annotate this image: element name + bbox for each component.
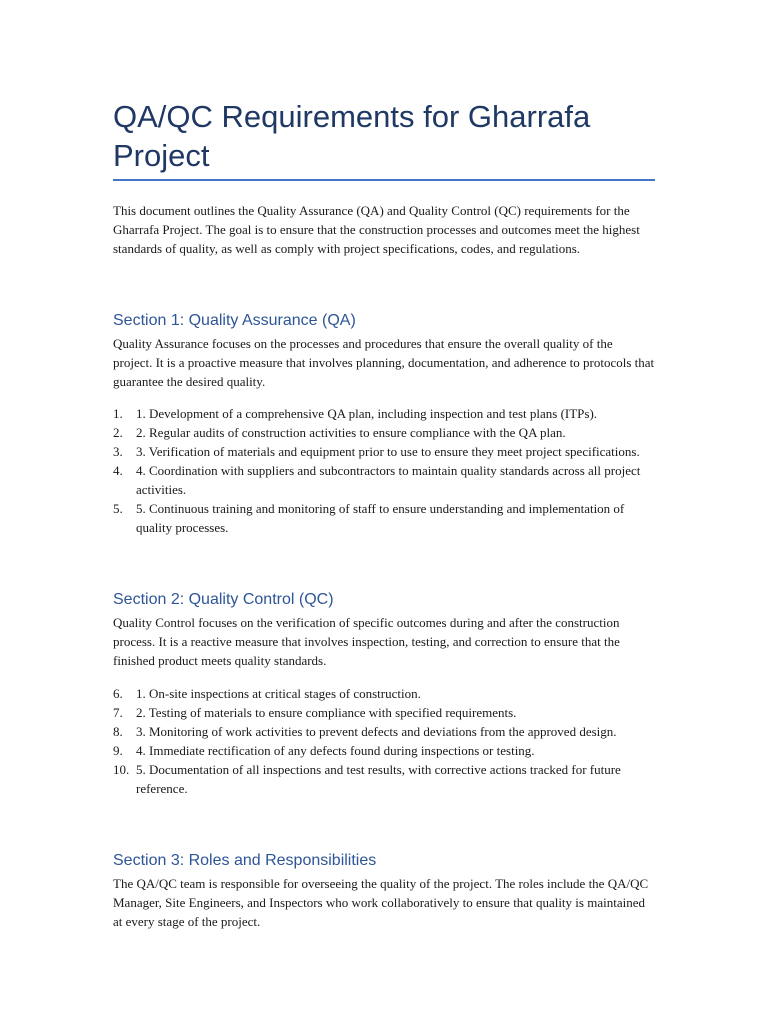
intro-paragraph: This document outlines the Quality Assurance (QA) and Quality Control (QC) requirements for the Gharrafa Project. The goal is to ensure that the construction processes and outcomes meet the highest standards of quality, as well as comply with project specifications, codes, and regulations. [113, 203, 640, 256]
section-1-heading: Section 1: Quality Assurance (QA) [113, 312, 356, 329]
section-2-list [113, 684, 655, 798]
section-3-heading: Section 3: Roles and Responsibilities [113, 852, 377, 869]
section-1-body: Quality Assurance focuses on the processes and procedures that ensure the overall quality of the project. It is a proactive measure that involves planning, documentation, and adherence to protocols that guarantee the desired quality. [113, 336, 655, 389]
list-item-number: 3. [113, 444, 123, 459]
list-item-number: 8. [113, 724, 123, 739]
list-item-number: 2. [113, 425, 123, 440]
list-item [113, 760, 655, 798]
list-item-text: 4. Immediate rectification of any defects found during inspections or testing. [136, 743, 535, 758]
list-item-text: 3. Monitoring of work activities to prevent defects and deviations from the approved design. [136, 724, 617, 739]
list-item-text: 3. Verification of materials and equipment prior to use to ensure they meet project specifications. [136, 444, 640, 459]
title-divider [113, 179, 655, 181]
list-item-number: 5. [113, 501, 123, 516]
list-item [113, 684, 655, 703]
list-item-number: 10. [113, 762, 130, 777]
list-item [113, 499, 655, 537]
document-title: QA/QC Requirements for Gharrafa Project [113, 99, 591, 173]
list-item-text: 1. On-site inspections at critical stages of construction. [136, 686, 421, 701]
list-item-text: 2. Regular audits of construction activities to ensure compliance with the QA plan. [136, 425, 566, 440]
list-item [113, 442, 655, 461]
list-item [113, 461, 655, 499]
list-item-number: 1. [113, 406, 123, 421]
list-item-text: 5. Continuous training and monitoring of staff to ensure understanding and implementation of quality processes. [136, 501, 625, 535]
list-item-number: 7. [113, 705, 123, 720]
list-item-number: 4. [113, 463, 123, 478]
section-2-body: Quality Control focuses on the verification of specific outcomes during and after the construction process. It is a reactive measure that involves inspection, testing, and correction to ensure that the finished product meets quality standards. [113, 615, 620, 668]
section-1-list [113, 404, 655, 537]
section-2-heading: Section 2: Quality Control (QC) [113, 591, 334, 608]
list-item [113, 703, 655, 722]
list-item [113, 404, 655, 423]
list-item-number: 6. [113, 686, 123, 701]
list-item-text: 1. Development of a comprehensive QA plan, including inspection and test plans (ITPs). [136, 406, 598, 421]
list-item [113, 423, 655, 442]
list-item-number: 9. [113, 743, 123, 758]
list-item [113, 741, 655, 760]
list-item-text: 5. Documentation of all inspections and test results, with corrective actions tracked for future reference. [136, 762, 621, 796]
list-item-text: 2. Testing of materials to ensure compliance with specified requirements. [136, 705, 517, 720]
section-3-body: The QA/QC team is responsible for overseeing the quality of the project. The roles include the QA/QC Manager, Site Engineers, and Inspectors who work collaboratively to ensure that quality is maintained at every stage of the project. [113, 876, 649, 929]
list-item [113, 722, 655, 741]
list-item-text: 4. Coordination with suppliers and subcontractors to maintain quality standards across all project activities. [136, 463, 641, 497]
